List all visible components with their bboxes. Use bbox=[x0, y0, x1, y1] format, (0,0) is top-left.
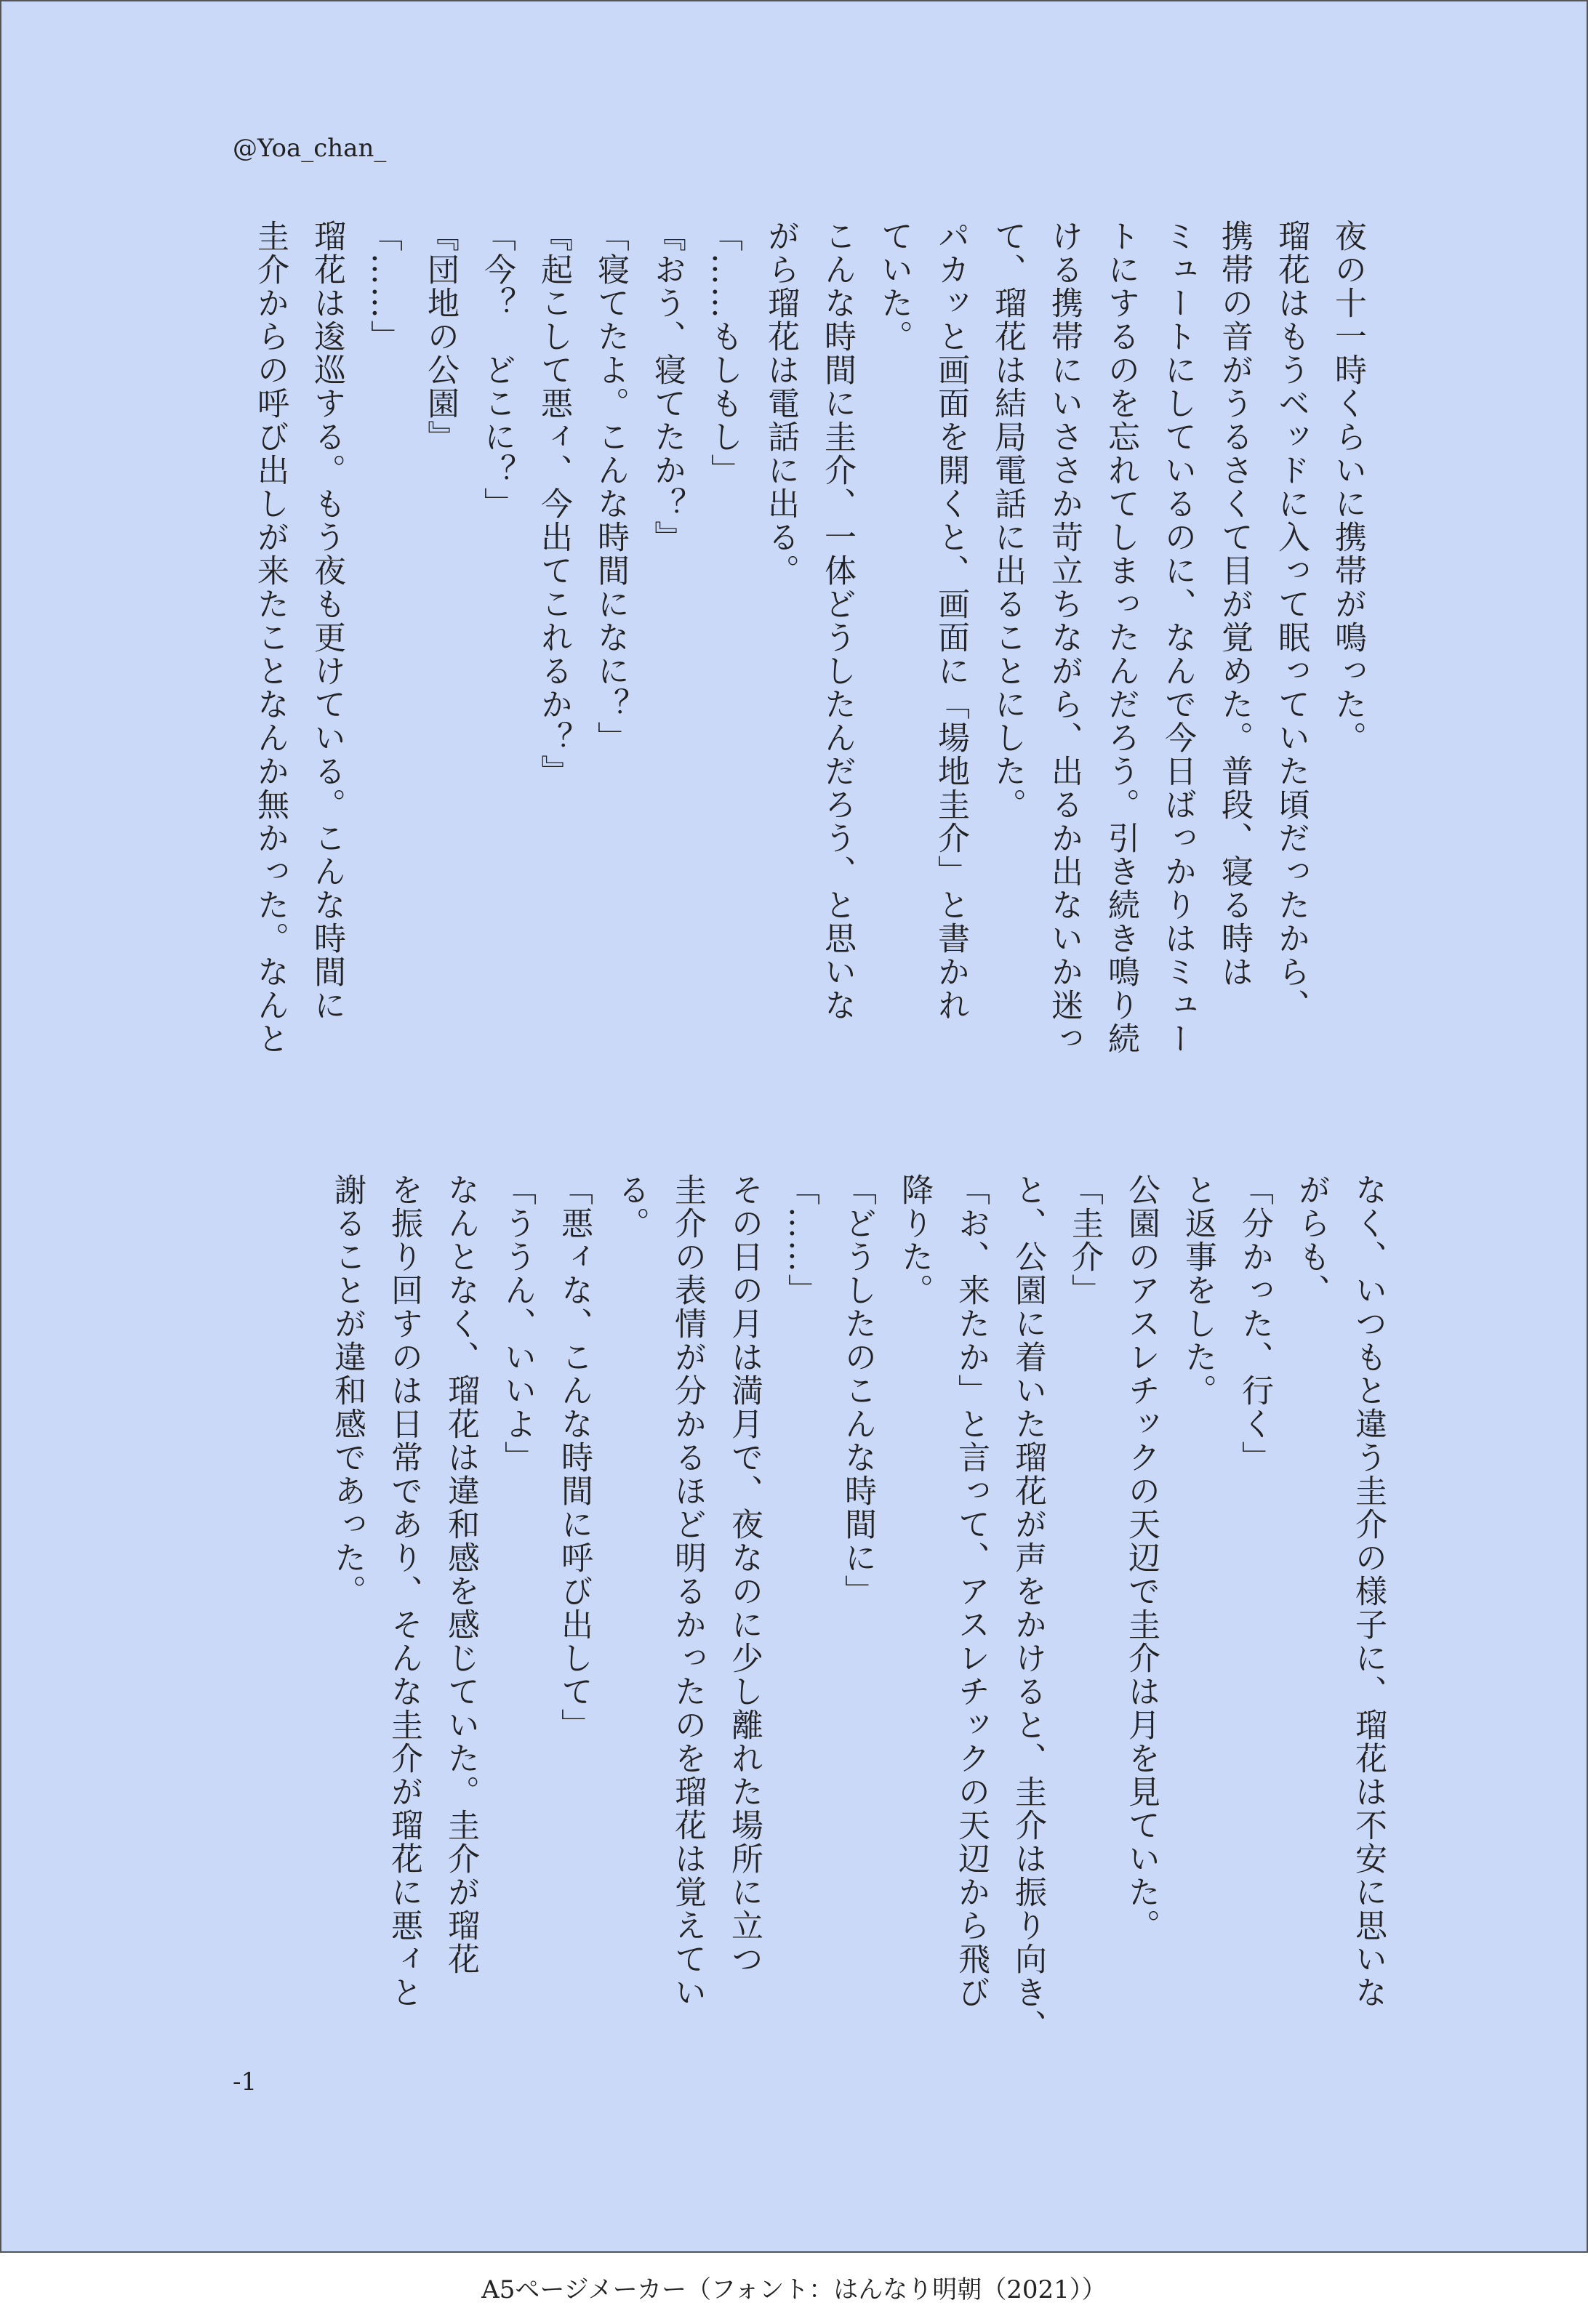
footer-credit: A5ページメーカー（フォント：はんなり明朝（2021）） bbox=[481, 2275, 1107, 2304]
text-line: その日の月は満月で、夜なのに少し離れた場所に立つ bbox=[726, 1173, 763, 1976]
text-line: 夜の十一時くらいに携帯が鳴った。 bbox=[1329, 220, 1366, 755]
text-line: がら瑠花は電話に出る。 bbox=[762, 220, 799, 587]
text-line: 『おう、寝てたか？』 bbox=[649, 220, 686, 554]
text-line: パカッと画面を開くと、画面に「場地圭介」と書かれ bbox=[932, 220, 969, 1022]
page-number: -1 bbox=[233, 2067, 257, 2096]
text-line: を振り回すのは日常であり、そんな圭介が瑠花に悪ィと bbox=[385, 1173, 422, 2009]
text-line: 圭介からの呼び出しが来たことなんか無かった。なんと bbox=[252, 220, 289, 1056]
text-line: 「どうしたのこんな時間に」 bbox=[839, 1173, 876, 1608]
text-line: 「お、来たか」と言って、アスレチックの天辺から飛び bbox=[953, 1173, 990, 2009]
text-line: 瑠花はもうベッドに入って眠っていた頃だったから、 bbox=[1272, 220, 1310, 1022]
text-line: て、瑠花は結局電話に出ることにした。 bbox=[989, 220, 1026, 821]
text-line: 瑠花は逡巡する。もう夜も更けている。こんな時間に bbox=[308, 220, 345, 1022]
author-handle: @Yoa_chan_ bbox=[233, 134, 387, 163]
text-line: なく、いつもと違う圭介の様子に、瑠花は不安に思いな bbox=[1350, 1173, 1387, 2009]
text-line: 『団地の公園』 bbox=[422, 220, 459, 454]
text-line: 圭介の表情が分かるほど明るかったのを瑠花は覚えてい bbox=[669, 1173, 706, 2009]
text-line: 「ううん、いいよ」 bbox=[499, 1173, 536, 1474]
text-line: る。 bbox=[612, 1173, 649, 1240]
text-line: 降りた。 bbox=[896, 1173, 933, 1307]
text-line: と返事をした。 bbox=[1179, 1173, 1216, 1407]
text-line: 「……もしもし」 bbox=[705, 220, 742, 487]
text-line: ていた。 bbox=[875, 220, 913, 353]
text-line: 謝ることが違和感であった。 bbox=[329, 1173, 366, 1608]
text-line: 「……」 bbox=[365, 220, 402, 353]
upper-text-block bbox=[241, 220, 1376, 1092]
text-line: ミュートにしているのに、なんで今日ばっかりはミュー bbox=[1159, 220, 1196, 1056]
text-line: 携帯の音がうるさくて目が覚めた。普段、寝る時は bbox=[1216, 220, 1253, 989]
text-line: と、公園に着いた瑠花が声をかけると、圭介は振り向き、 bbox=[1009, 1173, 1046, 2043]
text-line: トにするのを忘れてしまったんだろう。引き続き鳴り続 bbox=[1102, 220, 1139, 1056]
text-line: 「今？ どこに？」 bbox=[478, 220, 516, 520]
text-line: 「寝てたよ。こんな時間になに？」 bbox=[592, 220, 629, 755]
text-line: 「圭介」 bbox=[1066, 1173, 1103, 1307]
lower-text-block bbox=[318, 1173, 1396, 2046]
text-line: がらも、 bbox=[1293, 1173, 1330, 1307]
text-line: 『起こして悪ィ、今出てこれるか？』 bbox=[535, 220, 572, 788]
text-line: 「分かった、行く」 bbox=[1236, 1173, 1273, 1474]
text-line: 「悪ィな、こんな時間に呼び出して」 bbox=[556, 1173, 593, 1742]
text-line: 「……」 bbox=[782, 1173, 819, 1307]
text-line: なんとなく、瑠花は違和感を感じていた。圭介が瑠花 bbox=[442, 1173, 479, 1976]
text-line: 公園のアスレチックの天辺で圭介は月を見ていた。 bbox=[1123, 1173, 1160, 1942]
text-line: ける携帯にいささか苛立ちながら、出るか出ないか迷っ bbox=[1046, 220, 1083, 1056]
text-line: こんな時間に圭介、一体どうしたんだろう、と思いな bbox=[819, 220, 856, 1022]
